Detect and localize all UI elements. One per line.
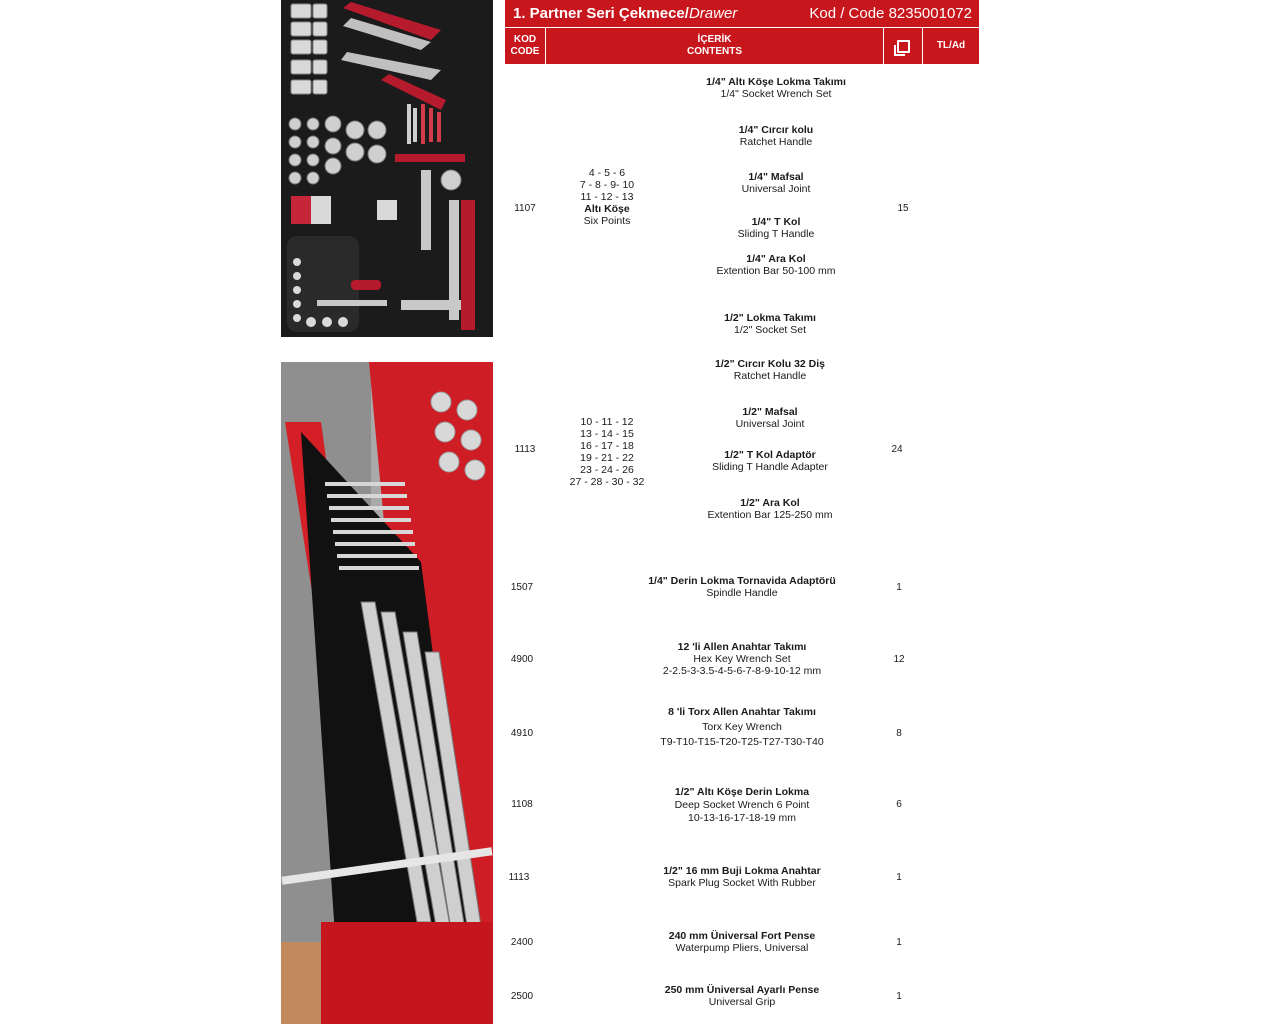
item-description — [622, 786, 862, 824]
item-name-tr: 240 mm Üniversal Fort Pense — [668, 930, 816, 942]
row-quantity: 24 — [891, 444, 903, 455]
product-code: Kod / Code 8235001072 — [809, 5, 972, 22]
item-description — [656, 253, 896, 277]
size-line: 27 - 28 - 30 - 32 — [569, 476, 645, 488]
column-header-quantity — [884, 28, 922, 64]
drawer-title-italic: Drawer — [688, 5, 738, 22]
item-name-en: 1/4" Socket Wrench Set — [720, 88, 832, 100]
item-sizes: 10-13-16-17-18-19 mm — [688, 812, 796, 824]
size-type-en: Six Points — [583, 215, 631, 227]
item-description — [650, 449, 890, 473]
item-name-tr: 1/4" Mafsal — [748, 171, 804, 183]
item-name-en: Universal Joint — [735, 418, 805, 430]
size-type: Altı Köşe — [584, 203, 630, 215]
size-line: 7 - 8 - 9- 10 — [579, 179, 635, 191]
row-quantity: 15 — [897, 203, 909, 214]
column-header-code — [505, 28, 545, 64]
row-quantity: 1 — [896, 582, 902, 593]
item-description — [622, 984, 862, 1008]
size-line: 13 - 14 - 15 — [580, 428, 634, 440]
size-list — [552, 416, 662, 488]
item-name-tr: 1/2" 16 mm Buji Lokma Anahtar — [663, 865, 821, 877]
item-name-en: Waterpump Pliers, Universal — [675, 942, 809, 954]
column-header-price-text: TL/Ad — [936, 40, 966, 51]
size-list — [552, 167, 662, 227]
size-line: 10 - 11 - 12 — [580, 416, 634, 428]
row-code: 1113 — [514, 444, 536, 455]
column-header-contents-en: CONTENTS — [687, 46, 742, 57]
item-description — [650, 406, 890, 430]
size-line: 23 - 24 - 26 — [580, 464, 634, 476]
row-code: 2500 — [510, 991, 534, 1002]
size-line: 11 - 12 - 13 — [580, 191, 634, 203]
row-code: 2400 — [510, 937, 534, 948]
item-name-tr: 12 'li Allen Anahtar Takımı — [677, 641, 807, 653]
row-code: 1107 — [514, 203, 536, 214]
item-name-tr: 1/2" Ara Kol — [740, 497, 800, 509]
item-description — [622, 575, 862, 599]
item-name-tr: 1/4" Altı Köşe Lokma Takımı — [706, 76, 846, 88]
item-name-tr: 1/2" Lokma Takımı — [724, 312, 816, 324]
item-description — [622, 865, 862, 889]
item-description — [650, 497, 890, 521]
drawer-photo — [281, 362, 493, 1024]
drawer-title — [513, 5, 737, 22]
item-name-en: Deep Socket Wrench 6 Point — [674, 799, 810, 811]
item-description — [650, 358, 890, 382]
item-name-en: Extention Bar 125-250 mm — [707, 509, 833, 521]
column-header-code-tr: KOD — [513, 34, 537, 45]
row-code: 1108 — [511, 799, 533, 810]
item-description — [656, 124, 896, 148]
row-quantity: 12 — [893, 654, 905, 665]
item-name-tr: 8 'li Torx Allen Anahtar Takımı — [668, 706, 816, 718]
item-name-en: Spindle Handle — [706, 587, 778, 599]
row-quantity: 1 — [896, 937, 902, 948]
row-code: 1113 — [508, 872, 530, 883]
item-name-en: Ratchet Handle — [739, 136, 813, 148]
size-line: 4 - 5 - 6 — [588, 167, 626, 179]
size-line: 19 - 21 - 22 — [580, 452, 634, 464]
row-code: 4900 — [510, 654, 534, 665]
item-sizes: T9-T10-T15-T20-T25-T27-T30-T40 — [660, 736, 824, 748]
item-name-tr: 1/4" Derin Lokma Tornavida Adaptörü — [648, 575, 836, 587]
drawer-title-text: 1. Partner Seri Çekmece/ — [513, 5, 689, 22]
tool-tray-illustration — [281, 0, 493, 337]
item-name-en: Sliding T Handle Adapter — [712, 461, 828, 473]
item-description — [650, 312, 890, 336]
item-sizes: 2-2.5-3-3.5-4-5-6-7-8-9-10-12 mm — [662, 665, 822, 677]
row-quantity: 1 — [896, 991, 902, 1002]
drawer-illustration — [281, 362, 493, 1024]
item-description — [656, 216, 896, 240]
item-name-tr: 1/4" Cırcır kolu — [738, 124, 814, 136]
item-name-tr: 1/4" Ara Kol — [746, 253, 806, 265]
row-code: 4910 — [510, 728, 534, 739]
copy-icon — [897, 40, 910, 53]
item-description — [656, 171, 896, 195]
item-name-tr: 1/2" T Kol Adaptör — [724, 449, 816, 461]
item-name-en: Ratchet Handle — [733, 370, 807, 382]
item-description — [622, 930, 862, 954]
column-header-code-en: CODE — [510, 46, 540, 57]
item-name-tr: 1/2" Mafsal — [742, 406, 798, 418]
column-header-contents — [546, 28, 883, 64]
item-description — [622, 706, 862, 748]
row-quantity: 6 — [896, 799, 902, 810]
item-name-en: Universal Grip — [708, 996, 776, 1008]
item-name-en: Extention Bar 50-100 mm — [716, 265, 836, 277]
item-name-en: 1/2" Socket Set — [733, 324, 807, 336]
size-line: 16 - 17 - 18 — [580, 440, 634, 452]
row-quantity: 1 — [896, 872, 902, 883]
item-description — [656, 76, 896, 100]
item-name-en: Torx Key Wrench — [702, 721, 782, 733]
item-description — [622, 641, 862, 677]
item-name-tr: 1/2" Altı Köşe Derin Lokma — [674, 786, 810, 798]
column-header-price — [923, 28, 979, 64]
item-name-tr: 250 mm Üniversal Ayarlı Pense — [664, 984, 820, 996]
item-name-en: Universal Joint — [741, 183, 811, 195]
column-header-contents-tr: İÇERİK — [697, 34, 732, 45]
item-name-en: Sliding T Handle — [737, 228, 815, 240]
row-quantity: 8 — [896, 728, 902, 739]
item-name-tr: 1/4" T Kol — [751, 216, 801, 228]
item-name-tr: 1/2" Cırcır Kolu 32 Diş — [714, 358, 826, 370]
item-name-en: Hex Key Wrench Set — [693, 653, 791, 665]
row-code: 1507 — [510, 582, 534, 593]
tool-tray-photo — [281, 0, 493, 337]
title-bar — [505, 0, 979, 27]
item-name-en: Spark Plug Socket With Rubber — [668, 877, 816, 889]
